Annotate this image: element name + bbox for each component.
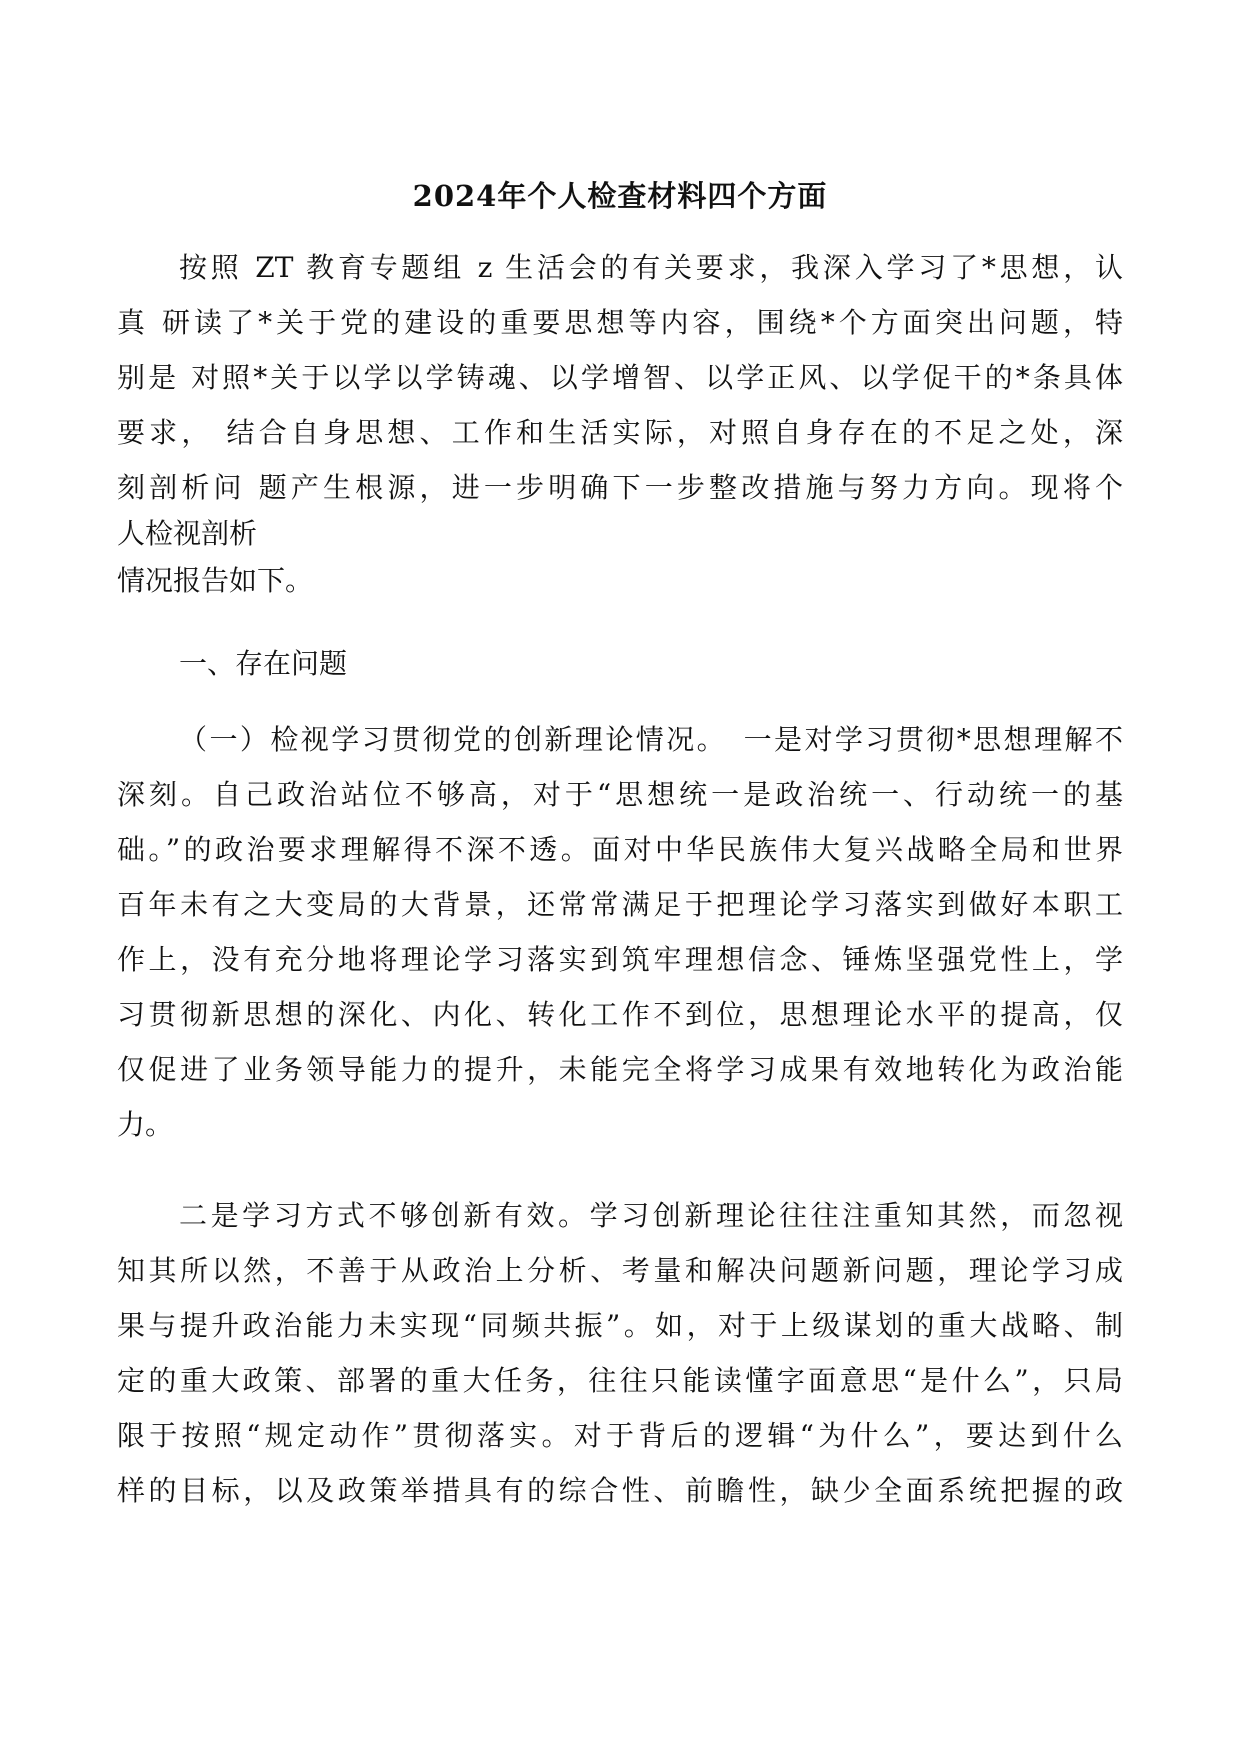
text-line: 习贯彻新思想的深化、内化、转化工作不到位，思想理论水平的提高，仅: [117, 998, 1123, 1031]
text-line: 础。”的政治要求理解得不深不透。面对中华民族伟大复兴战略全局和世界: [117, 833, 1123, 866]
text-line: 限于按照“规定动作”贯彻落实。对于背后的逻辑“为什么”，要达到什么: [117, 1419, 1123, 1452]
text-line: 作上，没有充分地将理论学习落实到筑牢理想信念、锤炼坚强党性上，学: [117, 943, 1123, 976]
text-line: 力。: [117, 1108, 174, 1141]
text-line: 定的重大政策、部署的重大任务，往往只能读懂字面意思“是什么”，只局: [117, 1364, 1123, 1397]
text-line: 按照 ZT 教育专题组 z 生活会的有关要求，我深入学习了*思想，认: [179, 251, 1123, 284]
document-title: 2024年个人检查材料四个方面: [412, 179, 828, 213]
intro-paragraph: [117, 240, 1123, 608]
text-line: 深刻。自己政治站位不够高，对于“思想统一是政治统一、行动统一的基: [117, 778, 1123, 811]
text-line: 果与提升政治能力未实现“同频共振”。如，对于上级谋划的重大战略、制: [117, 1309, 1123, 1342]
section-heading: 一、存在问题: [179, 647, 348, 680]
text-line: 真 研读了*关于党的建设的重要思想等内容，围绕*个方面突出问题，特: [117, 306, 1123, 339]
text-line: 人检视剖析: [117, 517, 258, 550]
text-line: 样的目标，以及政策举措具有的综合性、前瞻性，缺少全面系统把握的政: [117, 1474, 1123, 1507]
text-line: 情况报告如下。: [117, 564, 314, 597]
paragraph-theory-study: [117, 712, 1123, 1152]
text-line: 二是学习方式不够创新有效。学习创新理论往往注重知其然，而忽视: [179, 1199, 1123, 1232]
text-line: 别是 对照*关于以学以学铸魂、以学增智、以学正风、以学促干的*条具体: [117, 361, 1123, 394]
text-line: 仅促进了业务领导能力的提升，未能完全将学习成果有效地转化为政治能: [117, 1053, 1123, 1086]
text-line: 知其所以然，不善于从政治上分析、考量和解决问题新问题，理论学习成: [117, 1254, 1123, 1287]
text-line: （一）检视学习贯彻党的创新理论情况。 一是对学习贯彻*思想理解不: [179, 723, 1123, 756]
text-line: 百年未有之大变局的大背景，还常常满足于把理论学习落实到做好本职工: [117, 888, 1123, 921]
text-line: 刻剖析问 题产生根源，进一步明确下一步整改措施与努力方向。现将个: [117, 471, 1123, 504]
text-line: 要求， 结合自身思想、工作和生活实际，对照自身存在的不足之处，深: [117, 416, 1123, 449]
paragraph-study-method: [117, 1188, 1123, 1518]
